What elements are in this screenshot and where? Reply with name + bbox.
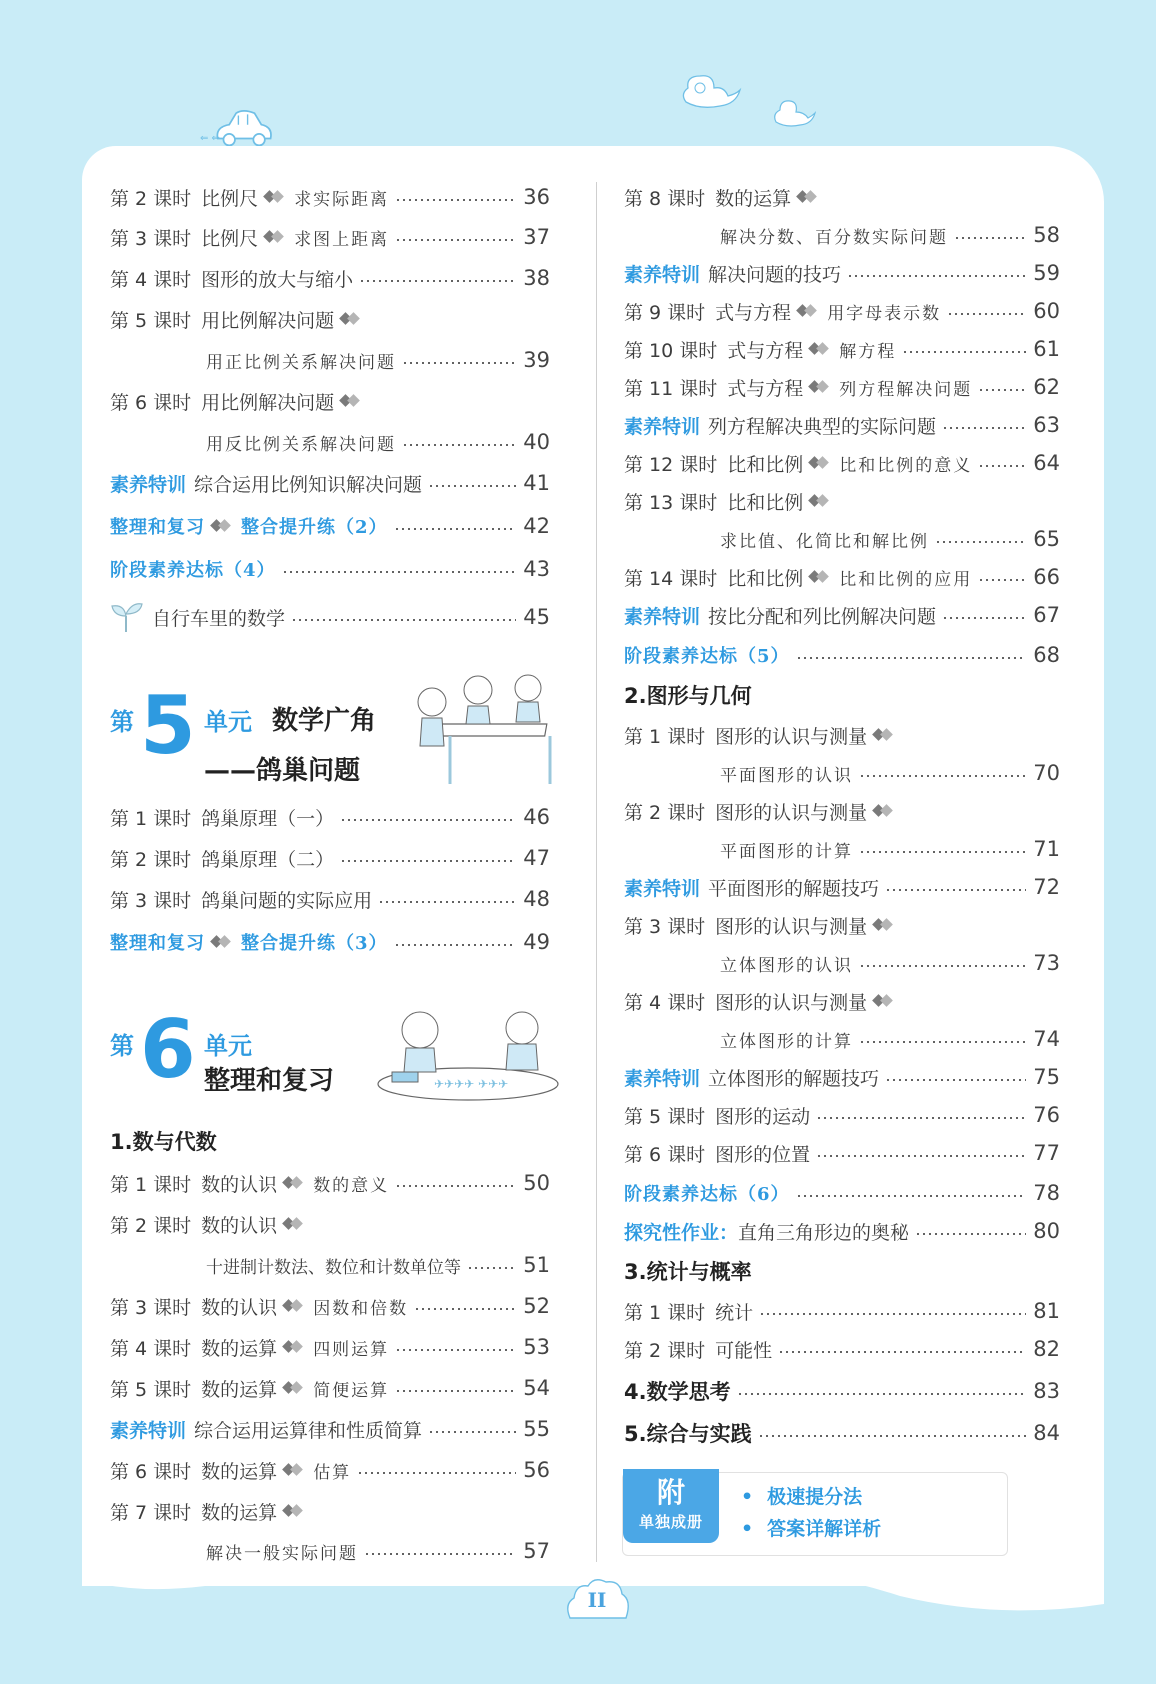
leader-dots <box>796 1195 1026 1197</box>
review-tag: 整理和复习 <box>110 933 205 954</box>
leader-dots <box>947 313 1026 315</box>
special-training-tag: 素养特训 <box>624 1067 701 1090</box>
toc-entry[interactable]: 第 1 课时 数的认识 数的意义 50 <box>110 1171 550 1196</box>
inquiry-homework-tag: 探究性作业： <box>624 1221 739 1244</box>
leader-dots <box>796 657 1026 659</box>
diamond-separator-icon <box>340 395 362 407</box>
toc-entry[interactable]: 第 11 课时 式与方程 列方程解决问题 62 <box>624 375 1060 400</box>
unit-title: 整理和复习 <box>204 1066 335 1096</box>
diamond-separator-icon <box>797 305 819 317</box>
leader-dots <box>364 1553 516 1555</box>
toc-entry[interactable]: 第 6 课时 图形的位置 77 <box>624 1141 1060 1166</box>
leader-dots <box>359 280 516 282</box>
diamond-separator-icon <box>211 936 233 948</box>
toc-entry[interactable]: 第 2 课时 鸽巢原理（二） 47 <box>110 846 550 871</box>
toc-entry[interactable]: 第 6 课时 数的运算 估算 56 <box>110 1458 550 1483</box>
toc-entry[interactable]: 立体图形的计算 74 <box>720 1027 1060 1052</box>
section-heading: 1.数与代数 <box>110 1130 217 1154</box>
diamond-separator-icon <box>809 495 831 507</box>
leader-dots <box>340 819 516 821</box>
diamond-separator-icon <box>283 1341 305 1353</box>
cloud-icon <box>680 72 742 110</box>
leader-dots <box>935 541 1026 543</box>
unit-number: 6 <box>140 1003 196 1096</box>
toc-entry[interactable]: 十进制计数法、数位和计数单位等 51 <box>206 1253 550 1278</box>
diamond-separator-icon <box>211 520 233 532</box>
special-training-tag: 素养特训 <box>110 473 187 496</box>
diamond-separator-icon <box>264 231 286 243</box>
toc-entry[interactable]: 素养特训 按比分配和列比例解决问题 67 <box>624 603 1060 628</box>
toc-entry[interactable]: 第 5 课时 图形的运动 76 <box>624 1103 1060 1128</box>
leader-dots <box>847 275 1026 277</box>
diamond-separator-icon <box>283 1177 305 1189</box>
sprout-icon <box>110 600 144 634</box>
leader-dots <box>395 1349 516 1351</box>
leader-dots <box>737 1393 1026 1395</box>
toc-entry[interactable]: 第 10 课时 式与方程 解方程 61 <box>624 337 1060 362</box>
stage-assessment-tag: 阶段素养达标（5） <box>624 646 790 667</box>
toc-entry[interactable]: 阶段素养达标（5） 68 <box>624 643 1060 667</box>
toc-entry[interactable]: 用正比例关系解决问题 39 <box>206 348 550 373</box>
svg-text:✈✈✈✈ ✈✈✈: ✈✈✈✈ ✈✈✈ <box>434 1077 509 1091</box>
leader-dots <box>942 427 1026 429</box>
diamond-separator-icon <box>283 1218 305 1230</box>
leader-dots <box>859 1041 1026 1043</box>
diamond-separator-icon <box>283 1382 305 1394</box>
toc-entry[interactable]: 立体图形的认识 73 <box>720 951 1060 976</box>
toc-entry[interactable]: 第 13 课时 比和比例 <box>624 486 1060 516</box>
toc-entry[interactable]: 整理和复习 整合提升练（2） 42 <box>110 514 550 538</box>
leader-dots <box>402 362 516 364</box>
children-at-table-illustration <box>410 672 560 790</box>
leader-dots <box>291 619 516 621</box>
leader-dots <box>859 851 1026 853</box>
diamond-separator-icon <box>873 805 895 817</box>
special-training-tag: 素养特训 <box>624 415 701 438</box>
toc-entry[interactable]: 第 6 课时 用比例解决问题 <box>110 386 550 416</box>
toc-entry[interactable]: 第 1 课时 统计 81 <box>624 1299 1060 1324</box>
leader-dots <box>915 1233 1026 1235</box>
appendix-tag: 附 单独成册 <box>623 1469 719 1543</box>
appendix-list <box>741 1481 881 1545</box>
toc-entry[interactable]: 5.综合与实践 84 <box>624 1421 1060 1446</box>
toc-entry[interactable]: 阶段素养达标（6） 78 <box>624 1181 1060 1205</box>
toc-entry[interactable]: 求比值、化简比和解比例 65 <box>720 527 1060 552</box>
diamond-separator-icon <box>283 1505 305 1517</box>
section-heading: 2.图形与几何 <box>624 684 752 708</box>
toc-entry[interactable]: 第 2 课时 比例尺 求实际距离 36 <box>110 185 550 210</box>
toc-entry[interactable]: 第 4 课时 图形的认识与测量 <box>624 986 1060 1016</box>
toc-entry[interactable]: 素养特训 立体图形的解题技巧 75 <box>624 1065 1060 1090</box>
toc-entry[interactable]: 第 2 课时 数的认识 <box>110 1209 550 1239</box>
leader-dots <box>428 485 516 487</box>
toc-entry[interactable]: 第 3 课时 图形的认识与测量 <box>624 910 1060 940</box>
toc-entry[interactable]: 整理和复习 整合提升练（3） 49 <box>110 930 550 954</box>
leader-dots <box>467 1267 516 1269</box>
leader-dots <box>357 1472 516 1474</box>
page-number: II <box>587 1588 607 1612</box>
leader-dots <box>902 351 1026 353</box>
toc-entry[interactable]: 第 8 课时 数的运算 <box>624 182 1060 212</box>
toc-entry[interactable]: 第 1 课时 鸽巢原理（一） 46 <box>110 805 550 830</box>
toc-entry[interactable]: 第 12 课时 比和比例 比和比例的意义 64 <box>624 451 1060 476</box>
toc-entry[interactable]: 第 9 课时 式与方程 用字母表示数 60 <box>624 299 1060 324</box>
stage-assessment-tag: 阶段素养达标（4） <box>110 560 276 581</box>
appendix-item: • 极速提分法 <box>741 1481 881 1513</box>
children-folding-paper-illustration <box>372 1006 562 1106</box>
leader-dots <box>759 1313 1026 1315</box>
diamond-separator-icon <box>809 571 831 583</box>
leader-dots <box>778 1351 1026 1353</box>
diamond-separator-icon <box>340 313 362 325</box>
cloud-icon <box>772 98 816 128</box>
leader-dots <box>859 775 1026 777</box>
diamond-separator-icon <box>283 1300 305 1312</box>
special-training-tag: 素养特训 <box>624 263 701 286</box>
appendix-box <box>622 1472 1008 1556</box>
toc-entry[interactable]: 第 5 课时 数的运算 简便运算 54 <box>110 1376 550 1401</box>
toc-entry[interactable]: 素养特训 综合运用运算律和性质简算 55 <box>110 1417 550 1442</box>
toc-entry[interactable]: 第 7 课时 数的运算 <box>110 1496 550 1526</box>
leader-dots <box>885 889 1026 891</box>
diamond-separator-icon <box>809 381 831 393</box>
leader-dots <box>859 965 1026 967</box>
toc-entry[interactable]: 第 14 课时 比和比例 比和比例的应用 66 <box>624 565 1060 590</box>
diamond-separator-icon <box>283 1464 305 1476</box>
diamond-separator-icon <box>873 919 895 931</box>
section-heading: 3.统计与概率 <box>624 1260 752 1284</box>
diamond-separator-icon <box>264 191 286 203</box>
toc-entry[interactable]: 第 1 课时 图形的认识与测量 <box>624 720 1060 750</box>
toc-entry[interactable]: 素养特训 平面图形的解题技巧 72 <box>624 875 1060 900</box>
leader-dots <box>428 1431 516 1433</box>
leader-dots <box>942 617 1026 619</box>
leader-dots <box>282 571 516 573</box>
diamond-separator-icon <box>809 457 831 469</box>
toc-entry[interactable]: 第 3 课时 鸽巢问题的实际应用 48 <box>110 887 550 912</box>
toc-entry[interactable]: 解决一般实际问题 57 <box>206 1539 550 1564</box>
toc-entry[interactable]: 第 4 课时 图形的放大与缩小 38 <box>110 266 550 291</box>
leader-dots <box>395 239 516 241</box>
toc-entry[interactable]: 自行车里的数学 45 <box>110 602 550 632</box>
leader-dots <box>395 199 516 201</box>
toc-entry[interactable]: 第 4 课时 数的运算 四则运算 53 <box>110 1335 550 1360</box>
special-training-tag: 素养特训 <box>624 877 701 900</box>
leader-dots <box>978 389 1026 391</box>
toc-entry[interactable]: 素养特训 综合运用比例知识解决问题 41 <box>110 471 550 496</box>
special-training-tag: 素养特训 <box>624 605 701 628</box>
unit-subtitle: ——鸽巢问题 <box>204 756 361 786</box>
leader-dots <box>394 944 516 946</box>
unit-6-header: 第 6 单元 整理和复习 <box>110 1003 335 1096</box>
leader-dots <box>414 1308 516 1310</box>
diamond-separator-icon <box>797 191 819 203</box>
stage-assessment-tag: 阶段素养达标（6） <box>624 1184 790 1205</box>
toc-entry[interactable]: 阶段素养达标（4） 43 <box>110 557 550 581</box>
toc-entry[interactable]: 解决分数、百分数实际问题 58 <box>720 223 1060 248</box>
leader-dots <box>816 1155 1026 1157</box>
toc-entry[interactable]: 探究性作业： 直角三角形边的奥秘 80 <box>624 1219 1060 1244</box>
unit-title: 数学广角 <box>272 706 377 736</box>
unit-5-header: 第 5 单元 数学广角 ——鸽巢问题 <box>110 679 377 786</box>
appendix-item: • 答案详解详析 <box>741 1513 881 1545</box>
toc-entry[interactable]: 第 2 课时 图形的认识与测量 <box>624 796 1060 826</box>
toc-entry[interactable]: 第 5 课时 用比例解决问题 <box>110 304 550 334</box>
leader-dots <box>816 1117 1026 1119</box>
toc-entry[interactable]: 用反比例关系解决问题 40 <box>206 430 550 455</box>
diamond-separator-icon <box>873 729 895 741</box>
column-divider <box>596 182 597 1562</box>
leader-dots <box>402 444 516 446</box>
leader-dots <box>978 465 1026 467</box>
svg-text:⇐ ⇐: ⇐ ⇐ <box>200 133 220 144</box>
toc-entry[interactable]: 素养特训 解决问题的技巧 59 <box>624 261 1060 286</box>
leader-dots <box>378 901 516 903</box>
leader-dots <box>395 1185 516 1187</box>
leader-dots <box>885 1079 1026 1081</box>
toc-entry[interactable]: 平面图形的认识 70 <box>720 761 1060 786</box>
leader-dots <box>340 860 516 862</box>
toc-entry[interactable]: 素养特训 列方程解决典型的实际问题 63 <box>624 413 1060 438</box>
special-training-tag: 素养特训 <box>110 1419 187 1442</box>
review-tag: 整理和复习 <box>110 517 205 538</box>
leader-dots <box>395 1390 516 1392</box>
unit-number: 5 <box>140 679 196 772</box>
diamond-separator-icon <box>873 995 895 1007</box>
toc-entry[interactable]: 第 3 课时 比例尺 求图上距离 37 <box>110 225 550 250</box>
leader-dots <box>978 579 1026 581</box>
leader-dots <box>954 237 1026 239</box>
leader-dots <box>394 528 516 530</box>
toc-entry[interactable]: 第 2 课时 可能性 82 <box>624 1337 1060 1362</box>
exhaust-icon <box>200 130 230 144</box>
toc-entry[interactable]: 4.数学思考 83 <box>624 1379 1060 1404</box>
toc-entry[interactable]: 第 3 课时 数的认识 因数和倍数 52 <box>110 1294 550 1319</box>
diamond-separator-icon <box>809 343 831 355</box>
toc-entry[interactable]: 平面图形的计算 71 <box>720 837 1060 862</box>
leader-dots <box>758 1435 1026 1437</box>
